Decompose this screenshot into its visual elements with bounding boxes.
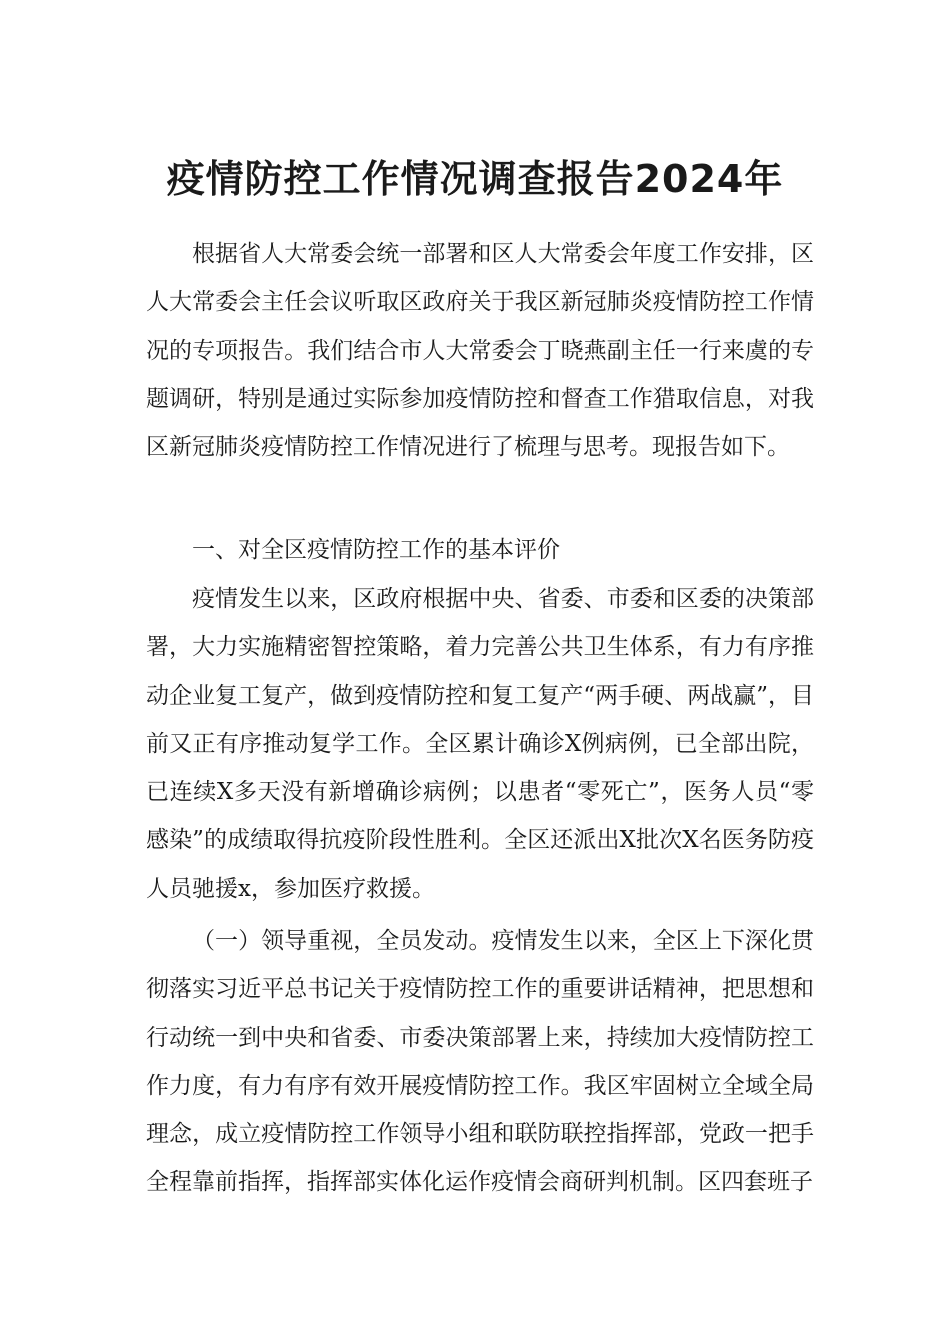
body-paragraph-2: （一）领导重视，全员发动。疫情发生以来，全区上下深化贯彻落实习近平总书记关于疫情防控工作的重要讲话精神，把思想和行动统一到中央和省委、市委决策部署上来，持续加大疫情防控工作力度，有力有序有效开展疫情防控工作。我区牢固树立全域全局理念，成立疫情防控工作领导小组和联防联控指挥部，党政一把手全程靠前指挥，指挥部实体化运作疫情会商研判机制。区四套班子 (146, 928, 814, 1196)
body-paragraph-1: 疫情发生以来，区政府根据中央、省委、市委和区委的决策部署，大力实施精密智控策略，着力完善公共卫生体系，有力有序推动企业复工复产，做到疫情防控和复工复产“两手硬、两战赢”，目前又正有序推动复学工作。全区累计确诊X例病例，已全部出院，已连续X多天没有新增确诊病例；以患者“零死亡”，医务人员“零感染”的成绩取得抗疫阶段性胜利。全区还派出X批次X名医务防疫人员驰援x，参加医疗救援。 (146, 586, 814, 902)
intro-paragraph: 根据省人大常委会统一部署和区人大常委会年度工作安排，区人大常委会主任会议听取区政府关于我区新冠肺炎疫情防控工作情况的专项报告。我们结合市人大常委会丁晓燕副主任一行来虞的专题调研，特别是通过实际参加疫情防控和督查工作猎取信息，对我区新冠肺炎疫情防控工作情况进行了梳理与思考。现报告如下。 (146, 241, 814, 461)
section-heading: 一、对全区疫情防控工作的基本评价 (192, 537, 560, 563)
document-title: 疫情防控工作情况调查报告2024年 (166, 157, 784, 202)
